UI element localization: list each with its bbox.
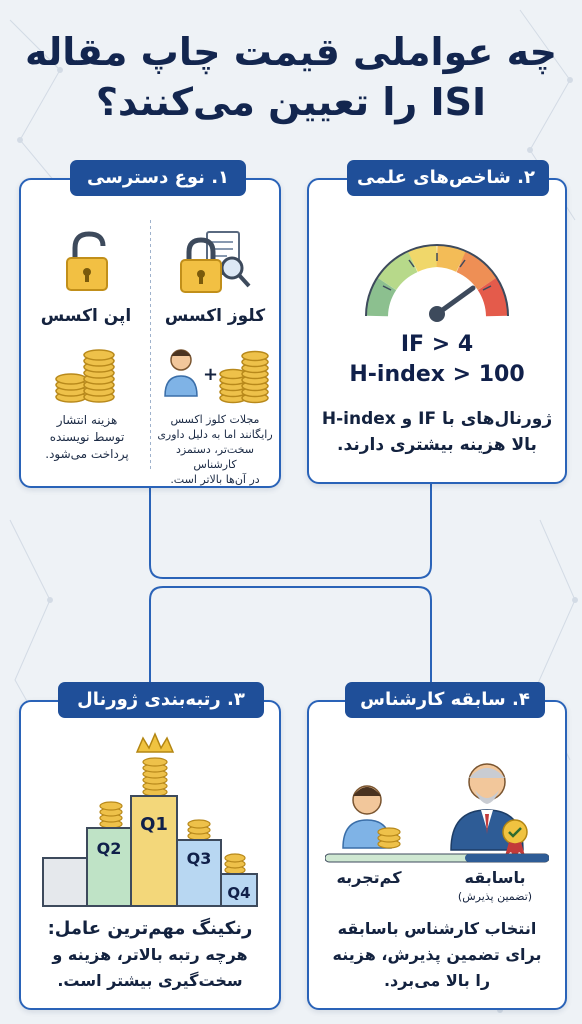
scientific-metrics-tag: ۲. شاخص‌های علمی: [347, 160, 549, 196]
gauge-meter-icon: [357, 226, 517, 326]
page-title-line2: ISI را تعیین می‌کنند؟: [95, 80, 487, 124]
ranking-desc-line: رنکینگ مهم‌ترین عامل:: [47, 918, 253, 939]
novice-label: کم‌تجربه: [336, 868, 402, 887]
card-divider: [150, 220, 151, 470]
coin-stacks-icon: [51, 345, 121, 405]
closed-access-description: [153, 412, 277, 487]
ranking-desc-line: هرچه رتبه بالاتر، هزینه و: [52, 945, 248, 964]
closed-desc-line: رایگانند اما به دلیل داوری: [157, 428, 273, 441]
expert-experience-tag: ۴. سابقه کارشناس: [345, 682, 545, 718]
impact-factor-threshold: IF > 4: [400, 332, 474, 357]
podium-base-block: [43, 858, 87, 906]
q3-label: Q3: [186, 849, 212, 868]
scientific-metrics-card: [307, 178, 567, 484]
senior-label: باسابقه: [464, 868, 526, 887]
closed-desc-line: در آن‌ها بالاتر است.: [170, 473, 260, 486]
ranking-desc-line: سخت‌گیری بیشتر است.: [57, 971, 243, 990]
metrics-description: [315, 406, 559, 458]
open-desc-line: پرداخت می‌شود.: [45, 447, 129, 461]
journal-ranking-tag: ۳. رتبه‌بندی ژورنال: [58, 682, 264, 718]
plus-sign: +: [203, 364, 219, 385]
access-type-tag: ۱. نوع دسترسی: [70, 160, 246, 196]
open-desc-line: هزینه انتشار: [56, 413, 118, 427]
unlocked-padlock-icon: [61, 230, 119, 294]
h-index-threshold: H-index > 100: [349, 362, 525, 387]
open-access-label: اپن اکسس: [40, 306, 132, 326]
q2-label: Q2: [96, 839, 122, 858]
locked-padlock-document-icon: [177, 228, 257, 298]
expert-description: [315, 916, 559, 994]
expert-experience-card: [307, 700, 567, 1010]
expert-desc-line: انتخاب کارشناس باسابقه: [337, 919, 537, 938]
podium-ranking-icon: [39, 732, 261, 908]
ranking-description: [27, 916, 273, 994]
expert-desc-line: برای تضمین پذیرش، هزینه: [332, 945, 542, 964]
q1-label: Q1: [140, 814, 168, 835]
seal-badge-icon: [503, 820, 527, 844]
page-title-line1: چه عواملی قیمت چاپ مقاله: [24, 30, 558, 74]
metrics-desc-line: ژورنال‌های با IF و H-index: [321, 409, 553, 429]
q4-label: Q4: [227, 884, 251, 902]
closed-desc-line: سخت‌تر، دستمزد کارشناس: [175, 443, 255, 471]
metrics-desc-line: بالا هزینه بیشتری دارند.: [337, 435, 537, 455]
closed-desc-line: مجلات کلوز اکسس: [170, 413, 260, 426]
expert-desc-line: را بالا می‌برد.: [383, 971, 491, 990]
access-type-card: [19, 178, 281, 488]
open-desc-line: توسط نویسنده: [49, 430, 125, 444]
crown-icon: [137, 734, 173, 752]
podium-q1-block: [131, 796, 177, 906]
acceptance-guarantee-label: (تضمین پذیرش): [457, 890, 533, 903]
novice-vs-senior-expert-icon: [325, 750, 549, 870]
person-plus-coins-icon: [161, 342, 271, 406]
closed-access-label: کلوز اکسس: [164, 306, 266, 326]
open-access-description: [27, 412, 147, 463]
journal-ranking-card: [19, 700, 281, 1010]
